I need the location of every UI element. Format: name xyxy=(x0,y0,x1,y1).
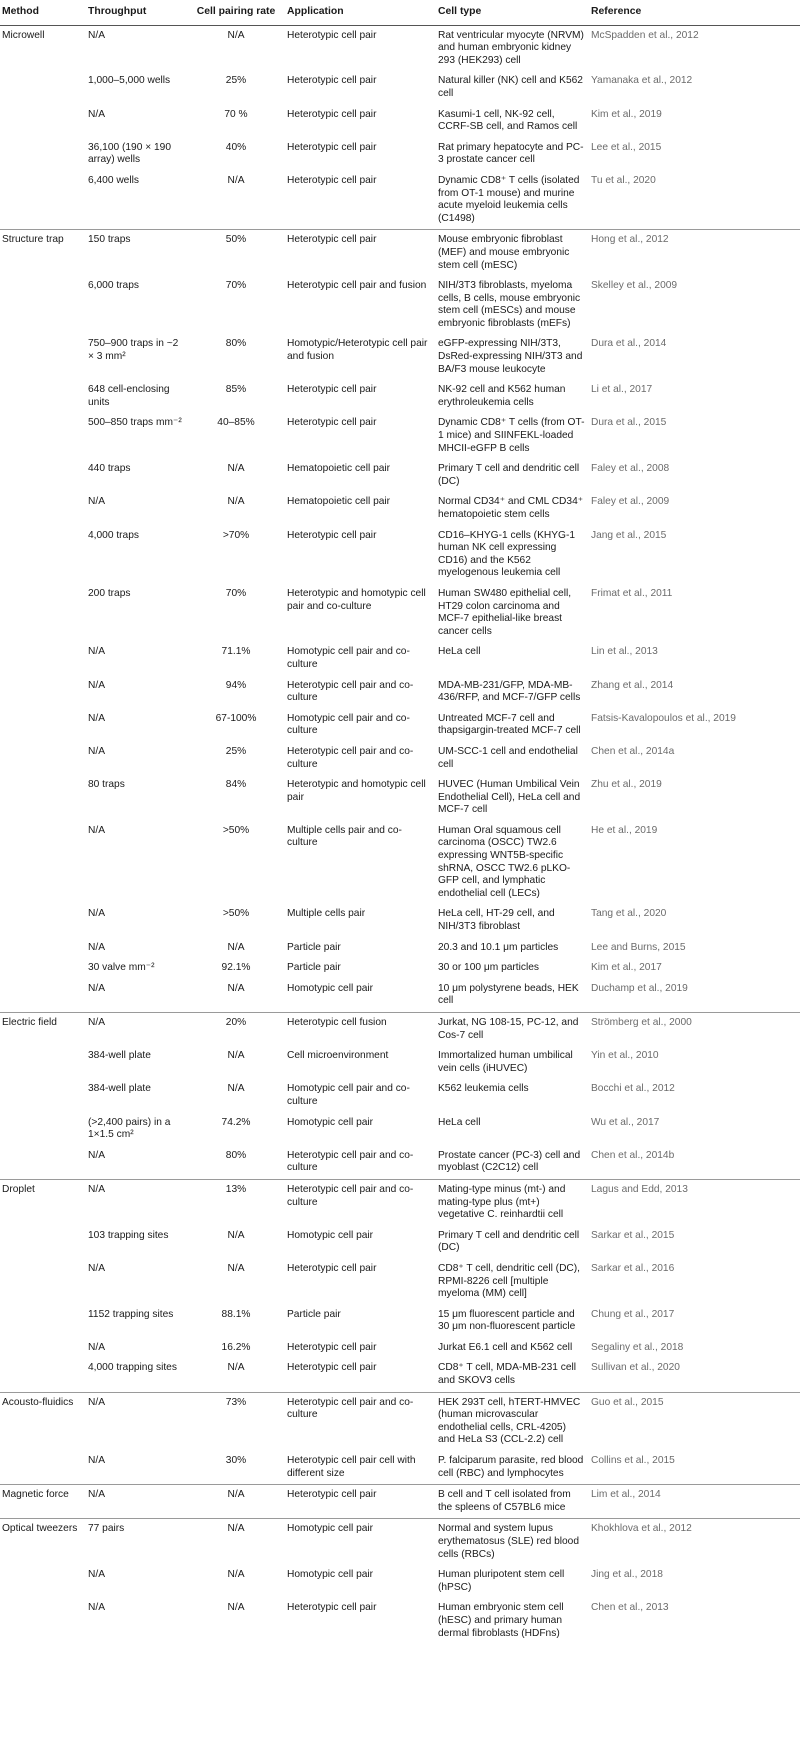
table-row xyxy=(0,526,800,584)
throughput-cell: 1152 trapping sites xyxy=(88,1308,174,1320)
table-row xyxy=(0,1013,800,1047)
cell-type-cell: eGFP-expressing NIH/3T3, DsRed-expressing NIH/3T3 and BA/F3 mouse leukocyte xyxy=(438,338,583,375)
throughput-cell: N/A xyxy=(88,496,105,508)
table-row xyxy=(0,1392,800,1451)
table-row xyxy=(0,71,800,104)
method-cell: Droplet xyxy=(0,1179,86,1225)
reference-cell: Jang et al., 2015 xyxy=(591,529,667,541)
table-row xyxy=(0,1179,800,1225)
cell-pairing-rate-cell: N/A xyxy=(227,941,245,953)
reference-cell: Fatsis-Kavalopoulos et al., 2019 xyxy=(591,712,736,724)
header-cell-pairing-rate: Cell pairing rate xyxy=(189,0,285,25)
table-row xyxy=(0,904,800,937)
throughput-cell: 150 traps xyxy=(86,230,189,276)
cell-pairing-rate-cell: 16.2% xyxy=(221,1341,251,1353)
table-row xyxy=(0,1305,800,1338)
throughput-cell: N/A xyxy=(88,1341,105,1353)
method-cell: Electric field xyxy=(0,1013,86,1047)
cell-type-cell: Jurkat, NG 108-15, PC-12, and Cos-7 cell xyxy=(436,1013,589,1047)
application-cell: Heterotypic cell pair cell with different size xyxy=(287,1455,416,1479)
cell-pairing-rate-cell: 30% xyxy=(225,1455,247,1467)
cell-pairing-rate-cell: N/A xyxy=(227,29,245,41)
cell-pairing-rate-cell: N/A xyxy=(227,1229,245,1241)
table-row xyxy=(0,742,800,775)
method-cell: Acousto-fluidics xyxy=(0,1392,86,1451)
method-cell xyxy=(0,71,86,104)
throughput-cell: N/A xyxy=(86,1485,189,1519)
cell-pairing-rate-cell: 94% xyxy=(225,679,247,691)
cell-type-cell: Rat primary hepatocyte and PC-3 prostate cancer cell xyxy=(438,141,584,166)
cell-pairing-rate-cell: 88.1% xyxy=(221,1308,251,1320)
method-cell xyxy=(0,459,86,492)
cell-type-cell: Human SW480 epithelial cell, HT29 colon carcinoma and MCF-7 epithelial-like breast cancer cells xyxy=(438,587,572,637)
throughput-cell: N/A xyxy=(88,679,105,691)
reference-cell: Faley et al., 2009 xyxy=(591,496,670,508)
table-row xyxy=(0,1451,800,1485)
cell-type-cell: Jurkat E6.1 cell and K562 cell xyxy=(438,1341,573,1353)
method-cell xyxy=(0,1565,86,1598)
cell-pairing-rate-cell: 80% xyxy=(225,338,247,350)
method-cell xyxy=(0,1079,86,1112)
application-cell: Heterotypic and homotypic cell pair and co-culture xyxy=(287,587,426,612)
cell-pairing-rate-cell: 85% xyxy=(225,384,247,396)
throughput-cell: 30 valve mm⁻² xyxy=(88,962,155,974)
table-row xyxy=(0,775,800,821)
reference-cell: Yin et al., 2010 xyxy=(591,1050,659,1062)
cell-pairing-rate-cell: 70% xyxy=(225,587,247,599)
application-cell: Heterotypic cell pair xyxy=(287,29,377,41)
cell-pairing-rate-cell: 13% xyxy=(189,1179,285,1225)
cell-pairing-rate-cell: N/A xyxy=(227,1569,245,1581)
cell-pairing-rate-cell: 80% xyxy=(225,1149,247,1161)
reference-cell: Strömberg et al., 2000 xyxy=(589,1013,800,1047)
table-row xyxy=(0,1146,800,1180)
reference-cell: Tang et al., 2020 xyxy=(591,908,667,920)
throughput-cell: 103 trapping sites xyxy=(88,1229,169,1241)
table-row xyxy=(0,642,800,675)
cell-pairing-rate-cell: 70% xyxy=(225,280,247,292)
throughput-cell: N/A xyxy=(88,908,105,920)
cell-type-cell: Mouse embryonic fibroblast (MEF) and mouse embryonic stem cell (mESC) xyxy=(436,230,589,276)
method-cell xyxy=(0,1146,86,1180)
application-cell: Heterotypic cell pair and co-culture xyxy=(287,679,414,704)
method-cell xyxy=(0,1598,86,1644)
method-cell xyxy=(0,979,86,1013)
reference-cell: Kim et al., 2017 xyxy=(591,962,662,974)
cell-type-cell: Rat ventricular myocyte (NRVM) and human embryonic kidney 293 (HEK293) cell xyxy=(438,29,584,66)
application-cell: Hematopoietic cell pair xyxy=(287,463,391,475)
table-row xyxy=(0,1598,800,1644)
throughput-cell: 440 traps xyxy=(88,463,131,475)
throughput-cell: N/A xyxy=(86,1179,189,1225)
method-cell xyxy=(0,1358,86,1392)
cell-pairing-rate-cell: N/A xyxy=(227,1362,245,1374)
application-cell: Homotypic cell pair xyxy=(287,1116,374,1128)
cell-pairing-rate-cell: 50% xyxy=(189,230,285,276)
method-cell xyxy=(0,526,86,584)
reference-cell: Lin et al., 2013 xyxy=(591,646,658,658)
method-cell xyxy=(0,138,86,171)
application-cell: Heterotypic cell pair xyxy=(287,1602,377,1614)
reference-cell: Jing et al., 2018 xyxy=(591,1569,663,1581)
application-cell: Heterotypic cell pair xyxy=(287,529,377,541)
method-cell: Microwell xyxy=(2,29,45,41)
cell-type-cell: 20.3 and 10.1 μm particles xyxy=(438,941,559,953)
reference-cell: Hong et al., 2012 xyxy=(589,230,800,276)
reference-cell: Sullivan et al., 2020 xyxy=(591,1362,680,1374)
reference-cell: Chen et al., 2014b xyxy=(591,1149,675,1161)
method-cell xyxy=(0,709,86,742)
reference-cell: Sarkar et al., 2016 xyxy=(591,1262,675,1274)
application-cell: Heterotypic and homotypic cell pair xyxy=(287,779,426,803)
application-cell: Heterotypic cell pair xyxy=(287,75,377,87)
cell-type-cell: Primary T cell and dendritic cell (DC) xyxy=(438,463,580,487)
throughput-cell: 648 cell-enclosing units xyxy=(88,384,170,408)
cell-pairing-rate-cell: 84% xyxy=(225,779,247,791)
throughput-cell: 384-well plate xyxy=(88,1050,151,1062)
reference-cell: McSpadden et al., 2012 xyxy=(591,29,699,41)
cell-pairing-rate-cell: N/A xyxy=(227,1602,245,1614)
cell-type-cell: 15 μm fluorescent particle and 30 μm non-fluorescent particle xyxy=(438,1308,576,1333)
application-cell: Heterotypic cell pair xyxy=(287,417,377,429)
application-cell: Heterotypic cell pair xyxy=(287,141,377,153)
cell-pairing-rate-cell: 71.1% xyxy=(221,646,251,658)
table-row xyxy=(0,334,800,380)
cell-type-cell: HeLa cell, HT-29 cell, and NIH/3T3 fibroblast xyxy=(438,908,555,933)
cell-type-cell: HUVEC (Human Umbilical Vein Endothelial Cell), HeLa cell and MCF-7 cell xyxy=(438,779,581,816)
reference-cell: Chen et al., 2014a xyxy=(591,745,675,757)
reference-cell: Chen et al., 2013 xyxy=(591,1602,669,1614)
method-cell xyxy=(0,904,86,937)
throughput-cell: 200 traps xyxy=(88,587,131,599)
header-throughput: Throughput xyxy=(86,0,189,25)
cell-type-cell: Prostate cancer (PC-3) cell and myoblast (C2C12) cell xyxy=(438,1149,581,1174)
cell-type-cell: 30 or 100 μm particles xyxy=(438,962,539,974)
cell-type-cell: Natural killer (NK) cell and K562 cell xyxy=(438,75,583,99)
throughput-cell: 77 pairs xyxy=(86,1519,189,1565)
application-cell: Heterotypic cell pair xyxy=(287,1262,377,1274)
cell-type-cell: CD8⁺ T cell, MDA-MB-231 cell and SKOV3 cells xyxy=(438,1362,577,1387)
cell-pairing-rate-cell: 70 % xyxy=(224,108,248,120)
header-application: Application xyxy=(285,0,436,25)
table-row xyxy=(0,938,800,959)
throughput-cell: 36,100 (190 × 190 array) wells xyxy=(88,141,171,166)
table-row xyxy=(0,1113,800,1146)
reference-cell: Frimat et al., 2011 xyxy=(591,587,673,599)
method-cell xyxy=(0,334,86,380)
application-cell: Heterotypic cell pair and co-culture xyxy=(285,1179,436,1225)
reference-cell: Lee and Burns, 2015 xyxy=(591,941,686,953)
throughput-cell: N/A xyxy=(88,982,105,994)
throughput-cell: N/A xyxy=(86,1392,189,1451)
method-cell xyxy=(0,958,86,979)
header-cell-type: Cell type xyxy=(436,0,589,25)
reference-cell: Duchamp et al., 2019 xyxy=(591,982,688,994)
table-row xyxy=(0,230,800,276)
table-row xyxy=(0,709,800,742)
reference-cell: Dura et al., 2015 xyxy=(591,417,667,429)
cell-type-cell: Kasumi-1 cell, NK-92 cell, CCRF-SB cell, and Ramos cell xyxy=(438,108,578,133)
cell-pairing-rate-cell: 92.1% xyxy=(221,962,251,974)
method-cell xyxy=(0,492,86,525)
application-cell: Homotypic cell pair xyxy=(287,982,374,994)
method-cell xyxy=(0,1259,86,1305)
reference-cell: Collins et al., 2015 xyxy=(591,1455,675,1467)
table-row xyxy=(0,1259,800,1305)
cell-type-cell: Dynamic CD8⁺ T cells (from OT-1 mice) and SIINFEKL-loaded MHCII-eGFP B cells xyxy=(438,417,585,454)
application-cell: Heterotypic cell fusion xyxy=(285,1013,436,1047)
reference-cell: Sarkar et al., 2015 xyxy=(591,1229,675,1241)
cell-type-cell: K562 leukemia cells xyxy=(438,1083,529,1095)
method-cell xyxy=(0,413,86,459)
reference-cell: Bocchi et al., 2012 xyxy=(591,1083,675,1095)
application-cell: Homotypic cell pair xyxy=(285,1519,436,1565)
application-cell: Particle pair xyxy=(287,962,341,974)
table-row xyxy=(0,1565,800,1598)
method-cell xyxy=(0,171,86,230)
reference-cell: Lim et al., 2014 xyxy=(589,1485,800,1519)
table-row xyxy=(0,958,800,979)
table-row xyxy=(0,276,800,334)
cell-type-cell: NIH/3T3 fibroblasts, myeloma cells, B cells, mouse embryonic stem cell (mESCs) and mouse embryonic fibroblasts (mEFs) xyxy=(438,280,581,329)
method-cell xyxy=(0,380,86,413)
reference-cell: Li et al., 2017 xyxy=(591,384,653,396)
method-cell xyxy=(0,276,86,334)
throughput-cell: N/A xyxy=(88,745,105,757)
cell-type-cell: Normal and system lupus erythematosus (SLE) red blood cells (RBCs) xyxy=(436,1519,589,1565)
reference-cell: Zhang et al., 2014 xyxy=(591,679,674,691)
table-row xyxy=(0,25,800,71)
cell-type-cell: Immortalized human umbilical vein cells (iHUVEC) xyxy=(438,1050,573,1074)
cell-pairing-rate-cell: 73% xyxy=(189,1392,285,1451)
table-row xyxy=(0,171,800,230)
reference-cell: Chung et al., 2017 xyxy=(591,1308,675,1320)
throughput-cell: N/A xyxy=(88,1149,105,1161)
application-cell: Multiple cells pair and co-culture xyxy=(287,824,402,849)
cell-pairing-rate-cell: N/A xyxy=(227,174,245,186)
application-cell: Homotypic cell pair xyxy=(287,1569,374,1581)
throughput-cell: N/A xyxy=(86,1013,189,1047)
method-cell xyxy=(0,1046,86,1079)
reference-cell: Lee et al., 2015 xyxy=(591,141,662,153)
cell-type-cell: Normal CD34⁺ and CML CD34⁺ hematopoietic stem cells xyxy=(438,496,584,520)
application-cell: Heterotypic cell pair xyxy=(287,384,377,396)
cell-pairing-rate-cell: 25% xyxy=(225,75,247,87)
cell-pairing-rate-cell: 74.2% xyxy=(221,1116,251,1128)
method-cell xyxy=(0,938,86,959)
application-cell: Heterotypic cell pair xyxy=(287,174,377,186)
header-reference: Reference xyxy=(589,0,800,25)
reference-cell: Zhu et al., 2019 xyxy=(591,779,662,791)
cell-pairing-rate-cell: 40–85% xyxy=(217,417,255,429)
throughput-cell: 500–850 traps mm⁻² xyxy=(88,417,182,429)
cell-type-cell: HeLa cell xyxy=(438,1116,481,1128)
table-row xyxy=(0,380,800,413)
method-cell xyxy=(0,584,86,642)
cell-type-cell: B cell and T cell isolated from the spleens of C57BL6 mice xyxy=(436,1485,589,1519)
throughput-cell: 6,000 traps xyxy=(88,280,139,292)
reference-cell: He et al., 2019 xyxy=(591,824,658,836)
cell-type-cell: Mating-type minus (mt-) and mating-type plus (mt+) vegetative C. reinhardtii cell xyxy=(436,1179,589,1225)
application-cell: Multiple cells pair xyxy=(287,908,366,920)
method-cell: Optical tweezers xyxy=(0,1519,86,1565)
throughput-cell: 80 traps xyxy=(88,779,125,791)
application-cell: Heterotypic cell pair xyxy=(285,230,436,276)
reference-cell: Dura et al., 2014 xyxy=(591,338,667,350)
method-cell xyxy=(0,1226,86,1259)
throughput-cell: 750–900 traps in ~2 × 3 mm² xyxy=(88,338,179,363)
throughput-cell: N/A xyxy=(88,29,105,41)
table-row xyxy=(0,413,800,459)
table-row xyxy=(0,979,800,1013)
cell-pairing-rate-cell: >50% xyxy=(222,908,250,920)
application-cell: Homotypic/Heterotypic cell pair and fusion xyxy=(287,338,428,363)
application-cell: Heterotypic cell pair and co-culture xyxy=(287,745,414,770)
throughput-cell: 4,000 trapping sites xyxy=(88,1362,177,1374)
application-cell: Heterotypic cell pair xyxy=(287,1341,377,1353)
cell-type-cell: HEK 293T cell, hTERT-HMVEC (human microvascular endothelial cells, CRL-4205) and HeLa S3 (CCL-2.2) cell xyxy=(436,1392,589,1451)
cell-pairing-rate-cell: >70% xyxy=(222,529,250,541)
cell-type-cell: 10 μm polystyrene beads, HEK cell xyxy=(438,982,579,1007)
reference-cell: Khokhlova et al., 2012 xyxy=(589,1519,800,1565)
table-row xyxy=(0,459,800,492)
method-cell xyxy=(0,1113,86,1146)
method-cell xyxy=(0,642,86,675)
reference-cell: Kim et al., 2019 xyxy=(591,108,662,120)
application-cell: Heterotypic cell pair and co-culture xyxy=(285,1392,436,1451)
throughput-cell: N/A xyxy=(88,1569,105,1581)
cell-type-cell: NK-92 cell and K562 human erythroleukemia cells xyxy=(438,384,566,408)
cell-type-cell: CD16–KHYG-1 cells (KHYG-1 human NK cell expressing CD16) and the K562 myelogenous leukemia cell xyxy=(438,529,576,579)
table-row xyxy=(0,1519,800,1565)
table-row xyxy=(0,105,800,138)
table-row xyxy=(0,1046,800,1079)
reference-cell: Skelley et al., 2009 xyxy=(591,280,678,292)
method-cell: Magnetic force xyxy=(0,1485,86,1519)
cell-pairing-rate-cell: 20% xyxy=(189,1013,285,1047)
application-cell: Homotypic cell pair and co-culture xyxy=(287,646,410,670)
application-cell: Heterotypic cell pair and co-culture xyxy=(287,1149,414,1174)
throughput-cell: 4,000 traps xyxy=(88,529,139,541)
throughput-cell: N/A xyxy=(88,1455,105,1467)
method-cell xyxy=(0,105,86,138)
table-row xyxy=(0,1226,800,1259)
throughput-cell: N/A xyxy=(88,712,105,724)
throughput-cell: N/A xyxy=(88,1602,105,1614)
throughput-cell: 384-well plate xyxy=(88,1083,151,1095)
throughput-cell: N/A xyxy=(88,108,105,120)
cell-pairing-rate-cell: N/A xyxy=(227,1083,245,1095)
table-row xyxy=(0,138,800,171)
reference-cell: Segaliny et al., 2018 xyxy=(591,1341,684,1353)
reference-cell: Wu et al., 2017 xyxy=(591,1116,660,1128)
table-body xyxy=(0,25,800,1644)
cell-pairing-rate-cell: N/A xyxy=(227,496,245,508)
cell-type-cell: UM-SCC-1 cell and endothelial cell xyxy=(438,745,578,770)
application-cell: Particle pair xyxy=(287,941,341,953)
cell-type-cell: P. falciparum parasite, red blood cell (RBC) and lymphocytes xyxy=(438,1455,584,1479)
cell-pairing-rate-cell: N/A xyxy=(189,1485,285,1519)
cell-type-cell: Human Oral squamous cell carcinoma (OSCC) TW2.6 expressing WNT5B-specific shRNA, OSCC TW2.6 pLKO-GFP cell, and lymphatic endothelial cell (LECs) xyxy=(438,824,571,899)
throughput-cell: N/A xyxy=(88,1262,105,1274)
throughput-cell: N/A xyxy=(88,941,105,953)
cell-type-cell: MDA-MB-231/GFP, MDA-MB-436/RFP, and MCF-7/GFP cells xyxy=(438,679,581,704)
reference-cell: Guo et al., 2015 xyxy=(589,1392,800,1451)
cell-type-cell: Untreated MCF-7 cell and thapsigargin-treated MCF-7 cell xyxy=(438,712,581,737)
application-cell: Heterotypic cell pair xyxy=(287,1362,377,1374)
application-cell: Heterotypic cell pair xyxy=(285,1485,436,1519)
cell-type-cell: CD8⁺ T cell, dendritic cell (DC), RPMI-8226 cell [multiple myeloma (MM) cell] xyxy=(438,1262,581,1300)
cell-type-cell: HeLa cell xyxy=(438,646,481,658)
cell-pairing-rate-cell: N/A xyxy=(189,1519,285,1565)
reference-cell: Tu et al., 2020 xyxy=(591,174,656,186)
table-row xyxy=(0,584,800,642)
application-cell: Homotypic cell pair and co-culture xyxy=(287,712,410,737)
method-cell xyxy=(0,1338,86,1359)
cell-pairing-rate-cell: >50% xyxy=(222,824,250,836)
table-row xyxy=(0,676,800,709)
cell-type-cell: Human pluripotent stem cell (hPSC) xyxy=(438,1569,565,1593)
throughput-cell: (>2,400 pairs) in a 1×1.5 cm² xyxy=(88,1116,171,1141)
method-cell xyxy=(0,821,86,905)
cell-type-cell: Primary T cell and dendritic cell (DC) xyxy=(438,1229,580,1254)
cell-pairing-rate-cell: N/A xyxy=(227,463,245,475)
application-cell: Heterotypic cell pair xyxy=(287,108,377,120)
cell-type-cell: Human embryonic stem cell (hESC) and primary human dermal fibroblasts (HDFns) xyxy=(438,1602,564,1639)
application-cell: Homotypic cell pair and co-culture xyxy=(287,1083,410,1107)
throughput-cell: N/A xyxy=(88,646,105,658)
table-row xyxy=(0,1485,800,1519)
method-cell xyxy=(0,676,86,709)
header-row xyxy=(0,0,800,25)
table-row xyxy=(0,1338,800,1359)
reference-cell: Lagus and Edd, 2013 xyxy=(589,1179,800,1225)
cell-pairing-rate-cell: 67-100% xyxy=(215,712,257,724)
method-cell xyxy=(0,1305,86,1338)
application-cell: Cell microenvironment xyxy=(287,1050,389,1062)
cell-pairing-rate-cell: N/A xyxy=(227,1262,245,1274)
application-cell: Heterotypic cell pair and fusion xyxy=(287,280,427,292)
throughput-cell: N/A xyxy=(88,824,105,836)
application-cell: Hematopoietic cell pair xyxy=(287,496,391,508)
table-row xyxy=(0,821,800,905)
table-row xyxy=(0,1358,800,1392)
application-cell: Homotypic cell pair xyxy=(287,1229,374,1241)
cell-pairing-rate-cell: 40% xyxy=(225,141,247,153)
table-row xyxy=(0,1079,800,1112)
header-method: Method xyxy=(0,0,86,25)
table-row xyxy=(0,492,800,525)
method-cell xyxy=(0,775,86,821)
cell-type-cell: Dynamic CD8⁺ T cells (isolated from OT-1 mouse) and murine acute myeloid leukemia cells (C1498) xyxy=(438,174,580,224)
throughput-cell: 1,000–5,000 wells xyxy=(88,75,171,87)
reference-cell: Yamanaka et al., 2012 xyxy=(591,75,693,87)
reference-cell: Faley et al., 2008 xyxy=(591,463,670,475)
method-cell xyxy=(0,742,86,775)
cell-pairing-rate-cell: N/A xyxy=(227,982,245,994)
throughput-cell: 6,400 wells xyxy=(88,174,139,186)
cell-pairing-rate-cell: N/A xyxy=(227,1050,245,1062)
method-cell xyxy=(0,1451,86,1485)
application-cell: Particle pair xyxy=(287,1308,341,1320)
cell-pairing-rate-cell: 25% xyxy=(225,745,247,757)
method-cell: Structure trap xyxy=(0,230,86,276)
